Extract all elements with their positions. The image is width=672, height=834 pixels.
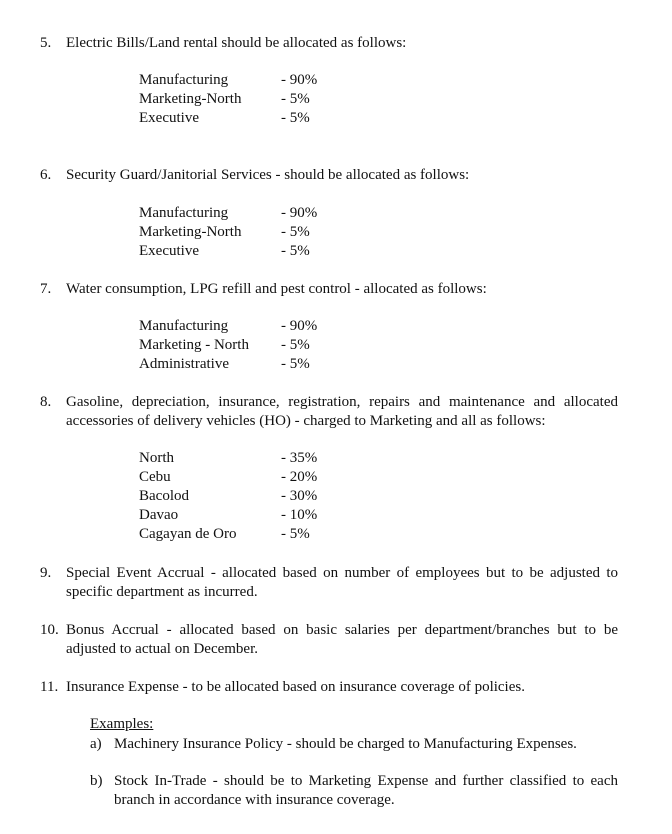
allocation-value: - 5% [281,337,310,353]
allocation-value: - 5% [281,243,310,259]
allocation-label: Manufacturing [139,318,229,334]
allocation-label: Cagayan de Oro [139,526,237,542]
allocation-label: Executive [139,110,199,126]
item-number: 9. [40,565,52,581]
examples-heading [90,715,153,734]
allocation-value: - 90% [281,72,318,88]
item-text: Water consumption, LPG refill and pest control - allocated as follows: [66,281,487,297]
item-number: 11. [40,679,59,695]
example-text: Machinery Insurance Policy - should be charged to Manufacturing Expenses. [114,736,577,752]
example-marker: b) [90,773,103,789]
item-number: 6. [40,167,52,183]
allocation-label: Executive [139,243,199,259]
item-text: Special Event Accrual - allocated based on number of employees but to be adjusted to specific department as incurred. [66,565,618,600]
allocation-value: - 5% [281,224,310,240]
allocation-label: Manufacturing [139,72,229,88]
item-text: Electric Bills/Land rental should be allocated as follows: [66,35,407,51]
allocation-value: - 20% [281,469,318,485]
allocation-label: Cebu [139,469,171,485]
allocation-label: Davao [139,507,179,523]
example-marker: a) [90,736,102,752]
item-text: Insurance Expense - to be allocated based on insurance coverage of policies. [66,679,525,695]
item-number: 5. [40,35,52,51]
item-number: 7. [40,281,52,297]
allocation-value: - 5% [281,91,310,107]
example-text: Stock In-Trade - should be to Marketing Expense and further classified to each branch in accordance with insurance coverage. [114,773,618,808]
item-number: 8. [40,394,52,410]
allocation-value: - 35% [281,450,318,466]
item-text: Security Guard/Janitorial Services - should be allocated as follows: [66,167,470,183]
item-text: Gasoline, depreciation, insurance, registration, repairs and maintenance and allocated accessories of delivery vehicles (HO) - charged to Marketing and all as follows: [66,394,618,429]
item-number: 10. [40,622,59,638]
allocation-label: Manufacturing [139,205,229,221]
allocation-value: - 5% [281,110,310,126]
allocation-label: Administrative [139,356,229,372]
allocation-value: - 5% [281,526,310,542]
allocation-label: Marketing - North [139,337,249,353]
allocation-label: Bacolod [139,488,189,504]
allocation-value: - 90% [281,318,318,334]
item-text: Bonus Accrual - allocated based on basic salaries per department/branches but to be adjusted to actual on December. [66,622,618,657]
examples-heading-text: Examples: [90,716,154,732]
allocation-label: Marketing-North [139,91,242,107]
allocation-label: Marketing-North [139,224,242,240]
allocation-value: - 5% [281,356,310,372]
allocation-value: - 10% [281,507,318,523]
allocation-value: - 30% [281,488,318,504]
allocation-label: North [139,450,174,466]
allocation-value: - 90% [281,205,318,221]
